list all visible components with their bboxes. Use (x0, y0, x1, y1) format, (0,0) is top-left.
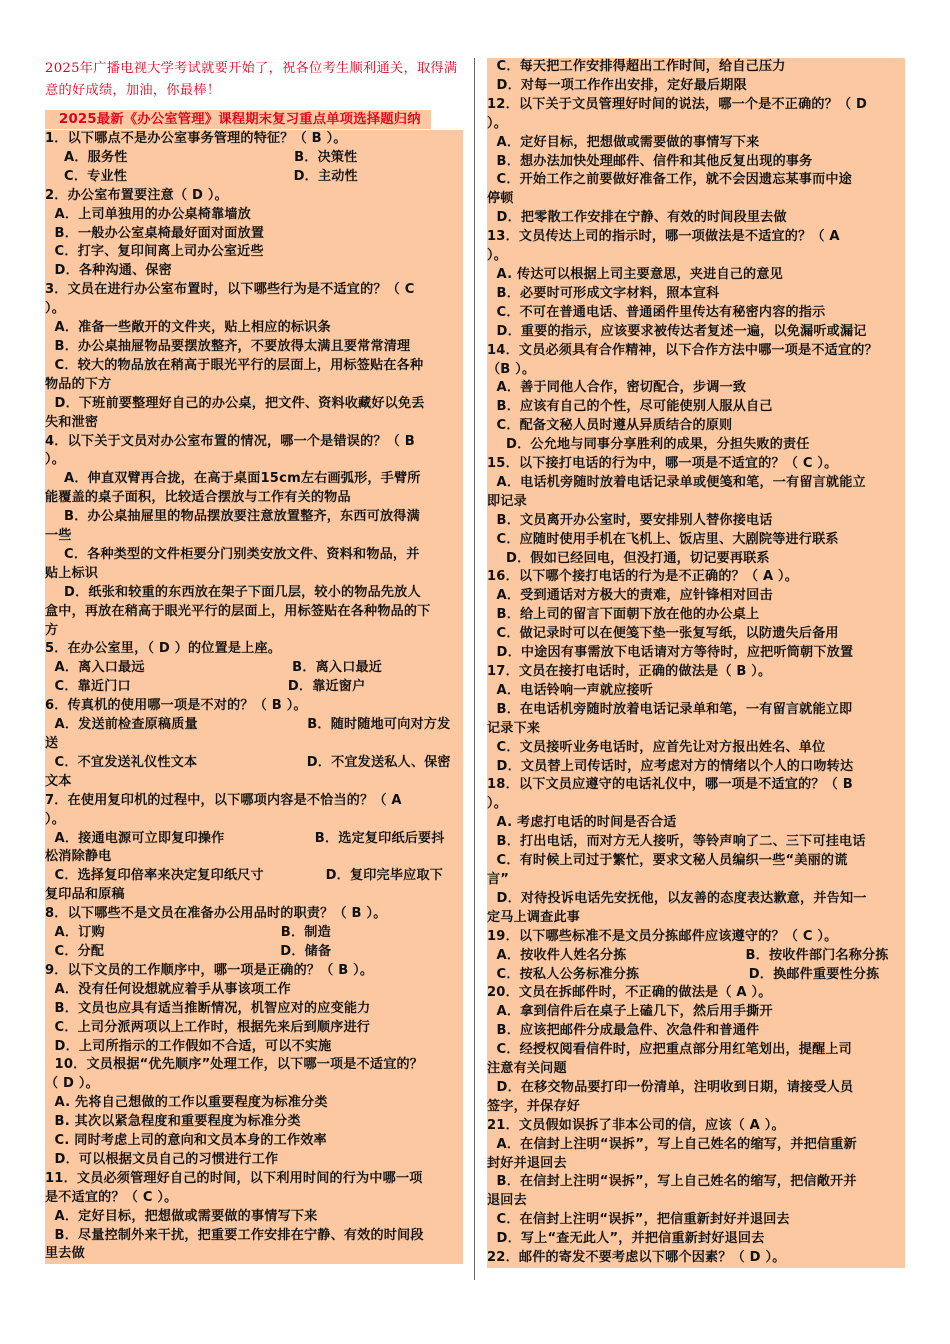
text-line: 物品的下方 (45, 376, 112, 392)
text-line: C．不宜发送礼仪性文本 D．不宜发送私人、保密 (45, 754, 451, 770)
text-line: 是不适宜的？（ C ）。 (45, 1189, 178, 1205)
text-line: C．应随时使用手机在飞机上、饭店里、大剧院等进行联系 (487, 531, 839, 547)
text-line: C．按私人公务标准分拣 D．换邮件重要性分拣 (487, 966, 880, 982)
text-line: 13．文员传达上司的指示时，哪一项做法是不适宜的？（ A (487, 229, 840, 245)
text-line: 11．文员必须管理好自己的时间，以下利用时间的行为中哪一项 (45, 1170, 423, 1186)
text-line: D．在移交物品要打印一份清单，注明收到日期，请接受人员 (487, 1079, 854, 1095)
text-line: C．做记录时可以在便笺下垫一张复写纸，以防遗失后备用 (487, 626, 839, 642)
right-column (487, 58, 905, 1268)
text-line: 7．在使用复印机的过程中，以下哪项内容是不恰当的？（ A (45, 792, 402, 808)
text-line: C．各种类型的文件柜要分门别类安放文件、资料和物品，并 (45, 546, 420, 562)
text-line: A. 考虑打电话的时间是否合适 (487, 815, 677, 831)
text-line: C．有时候上司过于繁忙，要求文秘人员编织一些“美丽的谎 (487, 853, 848, 869)
text-line: B．想办法加快处理邮件、信件和其他反复出现的事务 (487, 153, 813, 169)
text-line: C．靠近门口 D．靠近窗户 (45, 679, 366, 695)
text-line: 能覆盖的桌子面积，比较适合摆放与工作有关的物品 (45, 490, 351, 506)
text-line: 签字，并保存好 (487, 1098, 581, 1114)
text-line: C．选择复印倍率来决定复印纸尺寸 D．复印完毕应取下 (45, 868, 444, 884)
text-line: 17．文员在接打电话时，正确的做法是（ B ）。 (487, 664, 772, 679)
text-line: D．对待投诉电话先安抚他，以友善的态度表达歉意，并告知一 (487, 890, 867, 906)
text-line: 5．在办公室里，（ D ）的位置是上座。 (45, 641, 282, 657)
text-line: 言” (487, 871, 510, 887)
text-line: C．分配 D．储备 (45, 943, 332, 959)
text-line: 6．传真机的使用哪一项是不对的？（ B ）。 (45, 698, 307, 714)
text-line: 失和泄密 (45, 414, 99, 430)
text-line: 一些 (45, 528, 72, 544)
text-line: D．公允地与同事分享胜利的成果，分担失败的责任 (487, 437, 810, 453)
text-line: 8．以下哪些不是文员在准备办公用品时的职责？（ B ）。 (45, 906, 387, 922)
text-line: 20．文员在拆邮件时，不正确的做法是（ A ）。 (487, 985, 772, 1001)
text-line: D．假如已经回电，但没打通，切记要再联系 (487, 550, 770, 566)
text-line: C．上司分派两项以上工作时，根据先来后到顺序进行 (45, 1019, 371, 1035)
text-line: D．各种沟通、保密 (45, 263, 172, 279)
text-line: B．办公桌抽屉里的物品摆放要注意放置整齐，东西可放得满 (45, 509, 420, 525)
column-divider (474, 58, 475, 1280)
text-line: 9．以下文员的工作顺序中，哪一项是正确的？（ B ）。 (45, 962, 374, 978)
text-line: A．在信封上注明“误拆”，写上自己姓名的缩写，并把信重新 (487, 1136, 857, 1152)
text-line: C．在信封上注明“误拆”，把信重新封好并退回去 (487, 1212, 790, 1228)
text-line: D．重要的指示，应该要求被传达者复述一遍，以免漏听或漏记 (487, 323, 867, 339)
text-line: B．打出电话，而对方无人接听，等铃声响了二、三下可挂电话 (487, 834, 866, 850)
text-line: A．离入口最远 B．离入口最近 (45, 660, 383, 676)
text-line: A．定好目标，把想做或需要做的事情写下来 (487, 134, 760, 150)
text-line: C．较大的物品放在稍高于眼光平行的层面上，用标签贴在各种 (45, 357, 424, 373)
doc-title: 2025最新《办公室管理》课程期末复习重点单项选择题归纳 (45, 110, 431, 129)
text-line: C．开始工作之前要做好准备工作，就不会因遗忘某事而中途 (487, 172, 852, 188)
text-line: （B ）。 (487, 361, 536, 377)
text-line: A．善于同他人合作，密切配合，步调一致 (487, 380, 747, 396)
text-line: 15．以下接打电话的行为中，哪一项是不适宜的？（ C ）。 (487, 456, 838, 472)
text-line: B．在电话机旁随时放着电话记录单和笔，一有留言就能立即 (487, 701, 853, 717)
text-line: D．中途因有事需放下电话请对方等待时，应把听筒朝下放置 (487, 645, 854, 661)
text-line: 退回去 (487, 1193, 527, 1209)
text-line: B．尽量控制外来干扰，把重要工作安排在宁静、有效的时间段 (45, 1227, 424, 1243)
text-line: 方 (45, 622, 59, 638)
text-line: D．对每一项工作作出安排，定好最后期限 (487, 77, 747, 93)
text-line: D．可以根据文员自己的习惯进行工作 (45, 1151, 279, 1167)
text-line: 3．文员在进行办公室布置时，以下哪些行为是不适宜的？（ C (45, 282, 415, 298)
text-line: B. 其次以紧急程度和重要程度为标准分类 (45, 1114, 301, 1130)
text-line: 10．文员根据“优先顺序”处理工作，以下哪一项是不适宜的？ (45, 1057, 424, 1073)
text-line: B．应该有自己的个性，尽可能使别人服从自己 (487, 399, 773, 415)
text-line: ）。 (487, 248, 508, 264)
text-line: 文本 (45, 773, 72, 789)
text-line: A．定好目标，把想做或需要做的事情写下来 (45, 1208, 318, 1224)
text-line: B．在信封上注明“误拆”，写上自己姓名的缩写，把信敞开并 (487, 1174, 857, 1190)
text-line: D．上司所指示的工作假如不合适，可以不实施 (45, 1038, 332, 1054)
text-line: A．没有任何设想就应着手从事该项工作 (45, 981, 291, 997)
text-line: 停顿 (487, 191, 514, 207)
text-line: 14．文员必须具有合作精神，以下合作方法中哪一项是不适宜的？ (487, 342, 878, 358)
text-line: A．电话机旁随时放着电话记录单或便笺和笔，一有留言就能立 (487, 474, 866, 490)
text-line: 记录下来 (487, 720, 541, 736)
text-line: B．办公桌抽屉物品要摆放整齐，不要放得太满且要常常清理 (45, 338, 411, 354)
text-line: 19．以下哪些标准不是文员分拣邮件应该遵守的？（ C ）。 (487, 928, 838, 944)
text-line: A．接通电源可立即复印操作 B．选定复印纸后要抖 (45, 830, 445, 846)
text-line: A．发送前检查原稿质量 B．随时随地可向对方发 (45, 717, 451, 733)
text-line: A．拿到信件后在桌子上磕几下，然后用手撕开 (487, 1004, 773, 1020)
text-line: 4．以下关于文员对办公室布置的情况，哪一个是错误的？（ B (45, 433, 415, 449)
text-line: （ D ）。 (45, 1076, 99, 1092)
text-line: ）。 (487, 796, 508, 812)
text-line: C．配备文秘人员时遵从异质结合的原则 (487, 418, 733, 434)
text-line: A. 先将自己想做的工作以重要程度为标准分类 (45, 1095, 328, 1111)
text-line: 注意有关问题 (487, 1061, 567, 1077)
text-line: A．电话铃响一声就应接听 (487, 682, 654, 698)
text-line: D．写上“查无此人”，并把信重新封好退回去 (487, 1231, 765, 1247)
intro-text: 2025年广播电视大学考试就要开始了，祝各位考生顺利通关，取得满意的好成绩，加油，你最棒！ (45, 61, 458, 98)
text-line: A．按收件人姓名分拣 B．按收件部门名称分拣 (487, 947, 889, 963)
text-line: A．服务性 B．决策性 (45, 149, 358, 165)
text-line: C．每天把工作安排得超出工作时间，给自己压力 (487, 59, 786, 74)
text-line: B．给上司的留言下面朝下放在他的办公桌上 (487, 607, 760, 623)
text-line: ）。 (45, 811, 66, 827)
text-line: B．应该把邮件分成最急件、次急件和普通件 (487, 1023, 760, 1039)
text-line: D．把零散工作安排在宁静、有效的时间段里去做 (487, 210, 787, 226)
text-line: 2．办公室布置要注意（ D ）。 (45, 187, 228, 203)
text-line: A．受到通话对方极大的责难，应针锋相对回击 (487, 588, 773, 604)
text-line: B．文员也应具有适当推断情况，机智应对的应变能力 (45, 1000, 371, 1016)
text-line: 里去做 (45, 1246, 85, 1262)
text-line: D．文员替上司传话时，应考虑对方的情绪以个人的口吻转达 (487, 758, 854, 774)
right-question-list (487, 58, 905, 1268)
text-line: C．文员接听业务电话时，应首先让对方报出姓名、单位 (487, 739, 826, 755)
text-line: 1．以下哪点不是办公室事务管理的特征？（ B ）。 (45, 131, 347, 146)
text-line: A．伸直双臂再合拢，在高于桌面15cm左右画弧形，手臂所 (45, 471, 421, 487)
text-line: 封好并退回去 (487, 1155, 567, 1171)
text-line: B．必要时可形成文字材料，照本宣科 (487, 285, 720, 301)
text-line: 即记录 (487, 493, 527, 509)
text-line: C．经授权阅看信件时，应把重点部分用红笔划出，提醒上司 (487, 1042, 852, 1058)
text-line: 松消除静电 (45, 849, 112, 865)
text-line: C. 同时考虑上司的意向和文员本身的工作效率 (45, 1133, 327, 1149)
text-line: 16．以下哪个接打电话的行为是不正确的？（ A ）。 (487, 569, 799, 585)
text-line: ）。 (487, 115, 508, 131)
text-line: ）。 (45, 452, 66, 468)
text-line: C．打字、复印间离上司办公室近些 (45, 244, 264, 260)
text-line: B．文员离开办公室时，要安排别人替你接电话 (487, 512, 773, 528)
text-line: ）。 (45, 301, 66, 317)
text-line: 复印品和原稿 (45, 887, 125, 903)
text-line: A．订购 B．制造 (45, 925, 331, 941)
text-line: A．准备一些敞开的文件夹，贴上相应的标识条 (45, 320, 331, 336)
text-line: A. 传达可以根据上司主要意思，夹进自己的意见 (487, 266, 783, 282)
text-line: D．下班前要整理好自己的办公桌，把文件、资料收藏好以免丢 (45, 395, 425, 411)
text-line: 18．以下文员应遵守的电话礼仪中，哪一项是不适宜的？（ B (487, 777, 853, 793)
text-line: C．不可在普通电话、普通函件里传达有秘密内容的指示 (487, 304, 826, 320)
text-line: 21．文员假如误拆了非本公司的信，应该（ A ）。 (487, 1117, 785, 1133)
text-line: A．上司单独用的办公桌椅靠墙放 (45, 206, 251, 222)
text-line: 盒中，再放在稍高于眼光平行的层面上，用标签贴在各种物品的下 (45, 603, 431, 619)
text-line: D．纸张和较重的东西放在架子下面几层，较小的物品先放人 (45, 584, 421, 600)
text-line: C．专业性 D．主动性 (45, 168, 358, 184)
text-line: 送 (45, 736, 59, 751)
text-line: 贴上标识 (45, 565, 99, 581)
left-column (45, 58, 463, 1264)
left-question-list (45, 130, 463, 1264)
text-line: B．一般办公室桌椅最好面对面放置 (45, 225, 265, 241)
text-line: 22．邮件的寄发不要考虑以下哪个因素？（ D ）。 (487, 1250, 786, 1266)
text-line: 定马上调查此事 (487, 909, 581, 925)
text-line: 12．以下关于文员管理好时间的说法，哪一个是不正确的？（ D (487, 96, 868, 112)
